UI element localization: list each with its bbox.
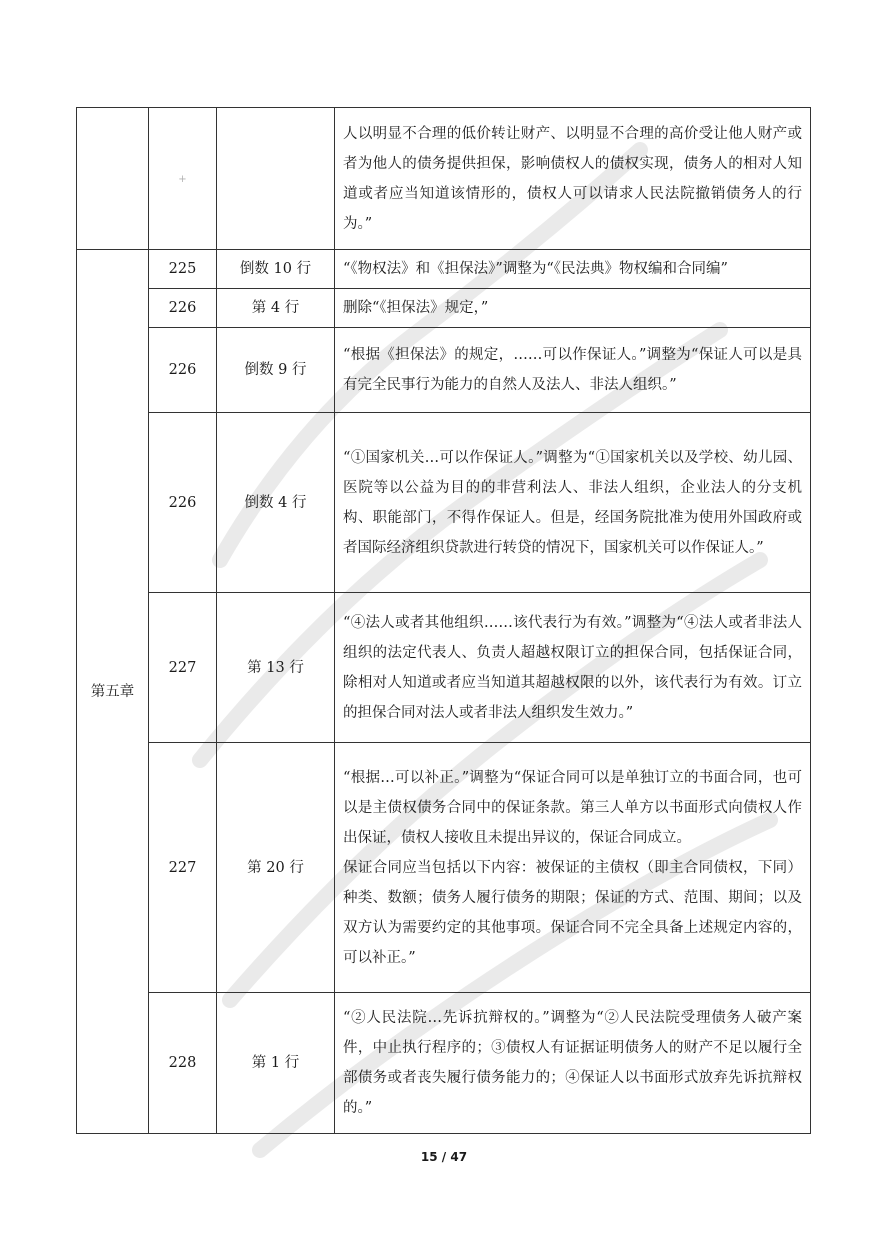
content-cell xyxy=(335,328,811,413)
content-text: “④法人或者其他组织……该代表行为有效。”调整为“④法人或者非法人组织的法定代表人、负责人超越权限订立的担保合同，包括保证合同，除相对人知道或者应当知道其超越权限的以外，该代表行为有效。订立的担保合同对法人或者非法人组织发生效力。” xyxy=(343,614,802,721)
table-row xyxy=(77,593,811,743)
table-row xyxy=(77,993,811,1134)
line-cell: 第 13 行 xyxy=(217,593,335,743)
content-text: 人以明显不合理的低价转让财产、以明显不合理的高价受让他人财产或者为他人的债务提供担保，影响债权人的债权实现，债务人的相对人知道或者应当知道该情形的，债权人可以请求人民法院撤销债务人的行为。” xyxy=(343,125,802,232)
page-cell: 226 xyxy=(149,413,217,593)
line-cell: 第 20 行 xyxy=(217,743,335,993)
content-text: 删除“《担保法》规定，” xyxy=(343,300,489,316)
chapter-cell xyxy=(77,108,149,250)
table-row xyxy=(77,413,811,593)
page-cell xyxy=(149,108,217,250)
plus-mark: + xyxy=(178,173,187,185)
errata-table xyxy=(76,107,811,1134)
content-cell xyxy=(335,108,811,250)
page-number: 15 / 47 xyxy=(420,1150,468,1164)
content-cell xyxy=(335,289,811,328)
page-cell: 226 xyxy=(149,289,217,328)
line-cell: 倒数 4 行 xyxy=(217,413,335,593)
chapter-label: 第五章 xyxy=(77,250,149,1134)
content-text: 保证合同应当包括以下内容：被保证的主债权（即主合同债权，下同）种类、数额；债务人履行债务的期限；保证的方式、范围、期间；以及双方认为需要约定的其他事项。保证合同不完全具备上述规定内容的，可以补正。” xyxy=(343,859,802,966)
table-row xyxy=(77,289,811,328)
page-cell: 226 xyxy=(149,328,217,413)
table-row xyxy=(77,743,811,993)
content-text: “①国家机关…可以作保证人。”调整为“①国家机关以及学校、幼儿园、医院等以公益为目的的非营利法人、非法人组织，企业法人的分支机构、职能部门，不得作保证人。但是，经国务院批准为使用外国政府或者国际经济组织贷款进行转贷的情况下，国家机关可以作保证人。” xyxy=(343,449,802,556)
content-text: “根据《担保法》的规定，……可以作保证人。”调整为“保证人可以是具有完全民事行为能力的自然人及法人、非法人组织。” xyxy=(343,347,802,393)
table-row xyxy=(77,108,811,250)
content-text: “根据…可以补正。”调整为“保证合同可以是单独订立的书面合同，也可以是主债权债务合同中的保证条款。第三人单方以书面形式向债权人作出保证，债权人接收且未提出异议的，保证合同成立。 xyxy=(343,769,802,846)
page-cell: 228 xyxy=(149,993,217,1134)
content-cell xyxy=(335,593,811,743)
page-cell: 227 xyxy=(149,593,217,743)
content-cell xyxy=(335,250,811,289)
line-cell: 第 1 行 xyxy=(217,993,335,1134)
content-cell xyxy=(335,743,811,993)
line-cell xyxy=(217,108,335,250)
content-cell xyxy=(335,993,811,1134)
page-cell: 225 xyxy=(149,250,217,289)
line-cell: 第 4 行 xyxy=(217,289,335,328)
page-cell: 227 xyxy=(149,743,217,993)
table-row xyxy=(77,328,811,413)
content-text: “②人民法院…先诉抗辩权的。”调整为“②人民法院受理债务人破产案件，中止执行程序的；③债权人有证据证明债务人的财产不足以履行全部债务或者丧失履行债务能力的；④保证人以书面形式放弃先诉抗辩权的。” xyxy=(343,1010,802,1116)
content-text: “《物权法》和《担保法》”调整为“《民法典》物权编和合同编” xyxy=(343,261,728,277)
content-cell xyxy=(335,413,811,593)
line-cell: 倒数 10 行 xyxy=(217,250,335,289)
line-cell: 倒数 9 行 xyxy=(217,328,335,413)
table-row xyxy=(77,250,811,289)
